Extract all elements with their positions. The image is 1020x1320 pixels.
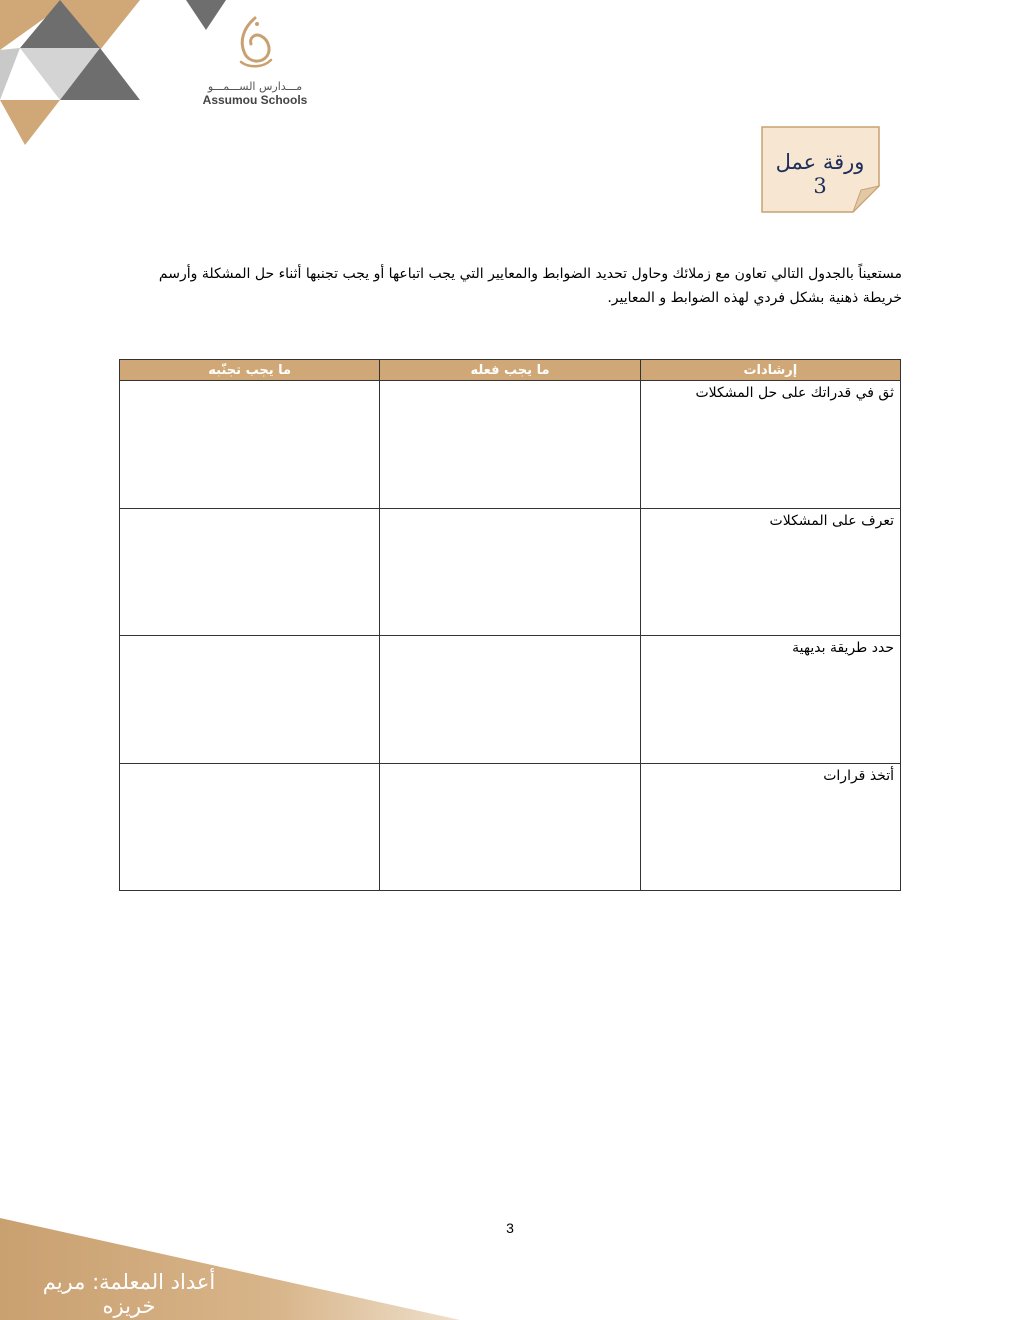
guidance-table xyxy=(119,359,901,891)
avoid-cell[interactable] xyxy=(120,381,380,509)
avoid-text xyxy=(120,381,379,385)
avoid-cell[interactable] xyxy=(120,508,380,636)
avoid-text xyxy=(120,764,379,768)
do-text xyxy=(380,381,639,385)
avoid-cell[interactable] xyxy=(120,763,380,891)
teacher-credit: أعداد المعلمة: مريم خريزه xyxy=(42,1270,216,1318)
do-cell[interactable] xyxy=(380,381,640,509)
logo-arabic-text: مـــدارس الســـمـــو xyxy=(207,80,303,93)
do-text xyxy=(380,636,639,640)
header-what-to-avoid: ما يجب تجنّبه xyxy=(120,360,380,381)
page-number: 3 xyxy=(506,1220,514,1236)
do-cell[interactable] xyxy=(380,636,640,764)
guidance-text: حدد طريقة بديهية xyxy=(792,640,894,656)
calligraphy-emblem-icon xyxy=(235,14,275,72)
worksheet-title: ورقة عمل 3 xyxy=(775,150,865,198)
avoid-text xyxy=(120,509,379,513)
logo-english-text: Assumou Schools xyxy=(202,93,308,107)
guidance-cell xyxy=(640,636,900,764)
guidance-cell xyxy=(640,381,900,509)
guidance-text: تعرف على المشكلات xyxy=(769,512,894,529)
table-row xyxy=(120,508,901,636)
instructions-paragraph: مستعيناً بالجدول التالي تعاون مع زملائك وحاول تحديد الضوابط والمعايير التي يجب اتباعها أو يجب تجنبها أثناء حل المشكلة وأرسم خريطة ذهنية بشكل فردي لهذه الضوابط و المعايير. xyxy=(158,266,902,306)
table-row xyxy=(120,636,901,764)
guidance-text: أتخذ قرارات xyxy=(823,767,894,784)
school-logo xyxy=(200,14,310,107)
do-cell[interactable] xyxy=(380,508,640,636)
guidance-cell xyxy=(640,763,900,891)
avoid-text xyxy=(120,636,379,640)
header-what-to-do: ما يجب فعله xyxy=(380,360,640,381)
do-text xyxy=(380,764,639,768)
do-text xyxy=(380,509,639,513)
table-row xyxy=(120,381,901,509)
avoid-cell[interactable] xyxy=(120,636,380,764)
table-header-row xyxy=(120,360,901,381)
header-guidance: إرشادات xyxy=(640,360,900,381)
do-cell[interactable] xyxy=(380,763,640,891)
guidance-text: ثق في قدراتك على حل المشكلات xyxy=(695,385,894,401)
guidance-cell xyxy=(640,508,900,636)
table-row xyxy=(120,763,901,891)
